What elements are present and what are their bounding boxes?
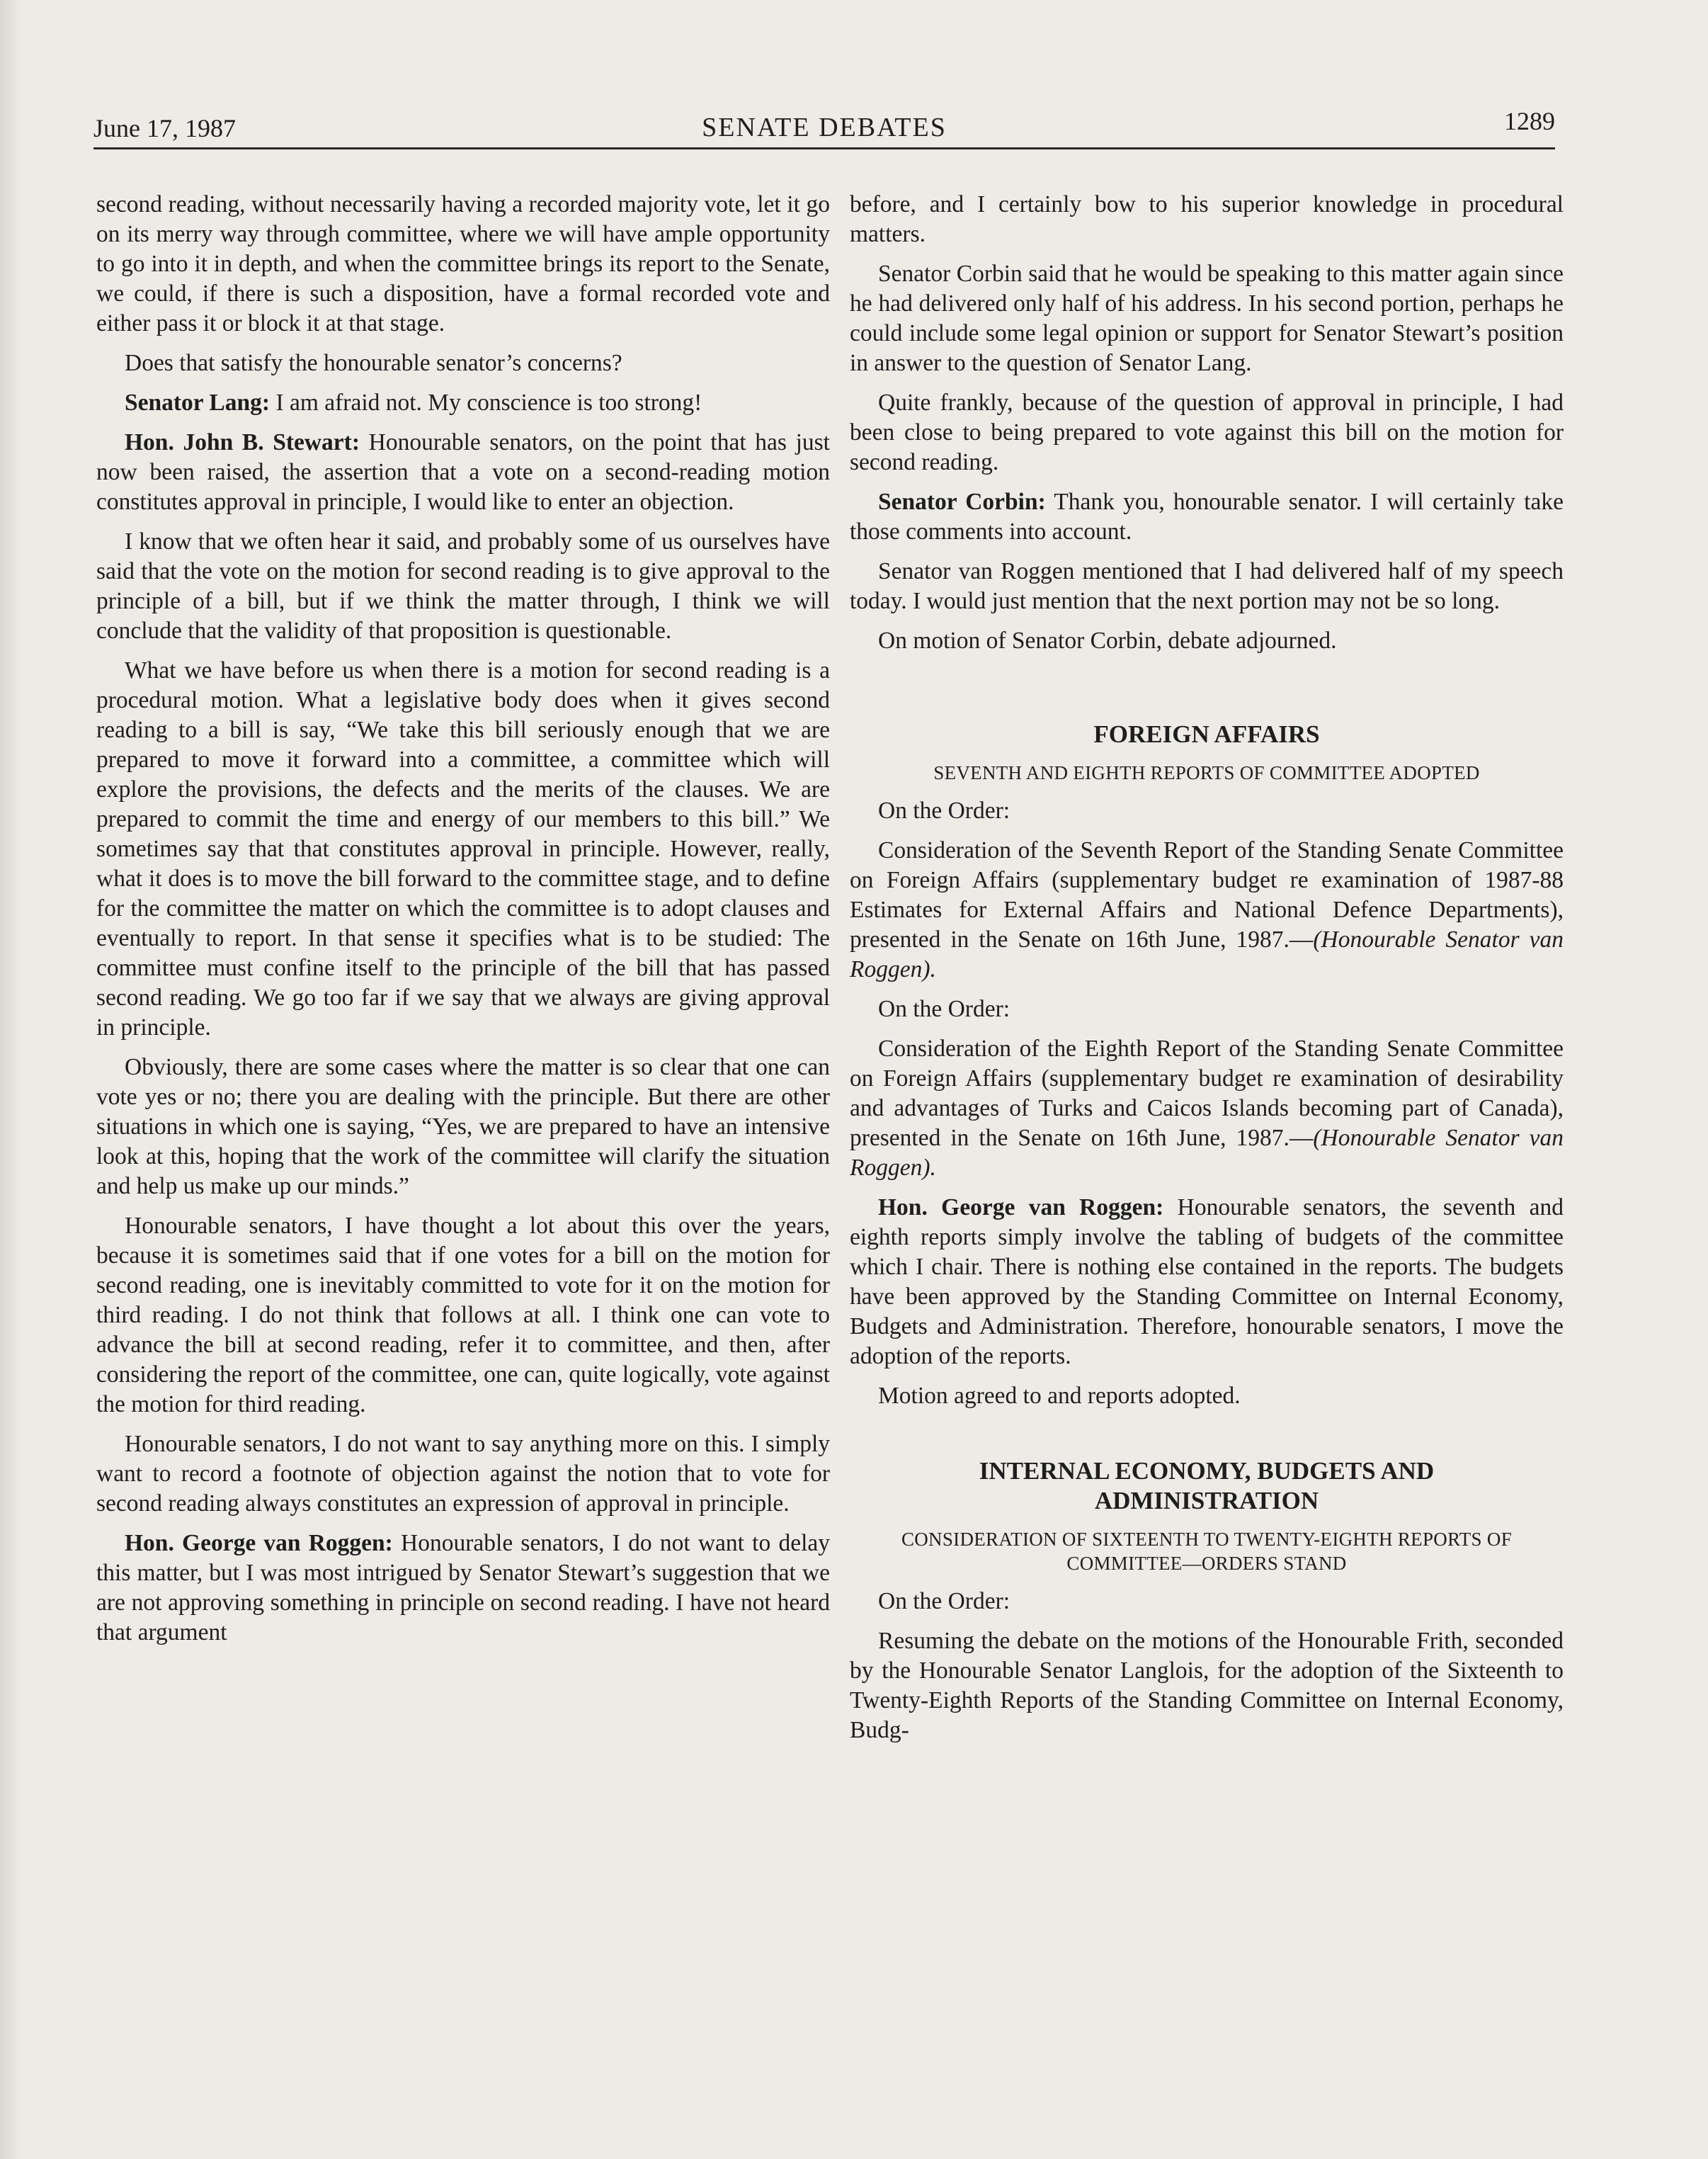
paragraph: before, and I certainly bow to his superior knowledge in procedural matters.: [850, 191, 1564, 247]
section-subheading: SEVENTH AND EIGHTH REPORTS OF COMMITTEE ADOPTED: [933, 762, 1480, 783]
paragraph: Senator van Roggen mentioned that I had delivered half of my speech today. I would just mention that the next portion may not be so long.: [850, 558, 1564, 614]
header-title: SENATE DEBATES: [702, 113, 947, 142]
paragraph: second reading, without necessarily having a recorded majority vote, let it go on its merry way through committee, where we will have ample opportunity to go into it in depth, and when the committee brings its report to the Senate, we could, if there is such a disposition, have a formal recorded vote and either pass it or block it at that stage.: [96, 191, 830, 336]
speech-text: I am afraid not. My conscience is too strong!: [270, 390, 702, 416]
order-credit: (Honourable Senator van Roggen).: [850, 1125, 1564, 1181]
paragraph: [850, 1193, 1564, 1371]
paragraph: I know that we often hear it said, and probably some of us ourselves have said that the vote on the motion for second reading is to give approval to the principle of a bill, but if we think the matter through, I think we will conclude that the validity of that proposition is questionable.: [96, 528, 830, 644]
right-column: [850, 190, 1564, 1755]
order-credit: (Honourable Senator van Roggen).: [850, 926, 1564, 982]
speaker-name: Hon. George van Roggen:: [878, 1194, 1164, 1220]
order-text: [850, 1034, 1564, 1183]
header-date: June 17, 1987: [93, 114, 236, 142]
section-heading: INTERNAL ECONOMY, BUDGETS AND ADMINISTRATION: [979, 1457, 1435, 1514]
page-number: 1289: [1504, 107, 1555, 135]
page-header: [93, 105, 1555, 147]
speech-text: Honourable senators, the seventh and eighth reports simply involve the tabling of budgets of the committee which I chair. There is nothing else contained in the reports. The budgets have been approved by the Standing Committee on Internal Economy, Budgets and Administration. Therefore, honourable senators, I move the adoption of the reports.: [850, 1194, 1564, 1369]
paragraph: [96, 388, 830, 418]
order-text: Resuming the debate on the motions of the Honourable Frith, seconded by the Honourable Senator Langlois, for the adoption of the Sixteenth to Twenty-Eighth Reports of the Standing Committee on Internal Economy, Budg-: [850, 1628, 1564, 1743]
order-label: On the Order:: [878, 996, 1010, 1022]
page-edge-shadow: [0, 0, 21, 2159]
paragraph: [850, 487, 1564, 547]
order-label: On the Order:: [878, 798, 1010, 824]
order-body: Consideration of the Eighth Report of the Standing Senate Committee on Foreign Affairs (supplementary budget re examination of desirability and advantages of Turks and Caicos Islands becoming part of Canada), presented in the Senate on 16th June, 1987.—: [850, 1036, 1564, 1151]
speaker-name: Hon. John B. Stewart:: [125, 429, 360, 455]
section-heading: FOREIGN AFFAIRS: [1093, 720, 1320, 748]
paragraph: Honourable senators, I do not want to say anything more on this. I simply want to record a footnote of objection against the notion that to vote for second reading always constitutes an expression of approval in principle.: [96, 1431, 830, 1517]
paragraph: [96, 428, 830, 517]
paragraph: Motion agreed to and reports adopted.: [878, 1383, 1241, 1409]
order-body: Consideration of the Seventh Report of the Standing Senate Committee on Foreign Affairs (supplementary budget re examination of 1987-88 Estimates for External Affairs and National Defence Departments), presented in the Senate on 16th June, 1987.—: [850, 837, 1564, 953]
speech-text: Honourable senators, I do not want to delay this matter, but I was most intrigued by Senator Stewart’s suggestion that we are not approving something in principle on second reading. I have not heard that argument: [96, 1530, 830, 1645]
paragraph: Obviously, there are some cases where the matter is so clear that one can vote yes or no; there you are dealing with the principle. But there are other situations in which one is saying, “Yes, we are prepared to have an intensive look at this, hoping that the work of the committee will clarify the situation and help us make up our minds.”: [96, 1054, 830, 1199]
speaker-name: Senator Lang:: [125, 390, 271, 416]
left-column: [96, 190, 830, 1658]
header-rule: [93, 147, 1555, 149]
paragraph: What we have before us when there is a motion for second reading is a procedural motion. What a legislative body does when it gives second reading to a bill is say, “We take this bill seriously enough that we are prepared to move it forward into a committee, a committee which will explore the provisions, the defects and the merits of the clauses. We are prepared to commit the time and energy of our members to this bill.” We sometimes say that that constitutes approval in principle. However, really, what it does is to move the bill forward to the committee stage, and to define for the committee the matter on which the committee is to adopt clauses and eventually to report. In that sense it specifies what is to be studied: The committee must confine itself to the principle of the bill that has passed second reading. We go too far if we say that we always are giving approval in principle.: [96, 657, 830, 1041]
speech-text: Thank you, honourable senator. I will certainly take those comments into account.: [850, 489, 1564, 545]
paragraph: Honourable senators, I have thought a lot about this over the years, because it is sometimes said that if one votes for a bill on the motion for second reading, one is inevitably committed to vote for it on the motion for third reading. I do not think that follows at all. I think one can vote to advance the bill at second reading, refer it to committee, and then, after considering the report of the committee, one can, quite logically, vote against the motion for third reading.: [96, 1213, 830, 1417]
paragraph: Quite frankly, because of the question of approval in principle, I had been close to being prepared to vote against this bill on the motion for second reading.: [850, 390, 1564, 475]
paragraph: On motion of Senator Corbin, debate adjourned.: [878, 628, 1337, 654]
section-subheading: CONSIDERATION OF SIXTEENTH TO TWENTY-EIGHTH REPORTS OF COMMITTEE—ORDERS STAND: [901, 1529, 1513, 1574]
paragraph: Senator Corbin said that he would be speaking to this matter again since he had delivered only half of his address. In his second portion, perhaps he could include some legal opinion or support for Senator Stewart’s position in answer to the question of Senator Lang.: [850, 261, 1564, 376]
paragraph: [96, 1529, 830, 1648]
speaker-name: Hon. George van Roggen:: [125, 1530, 393, 1556]
speaker-name: Senator Corbin:: [878, 489, 1046, 515]
paragraph: Does that satisfy the honourable senator’s concerns?: [125, 350, 622, 376]
order-label: On the Order:: [878, 1588, 1010, 1614]
order-text: [850, 836, 1564, 985]
speech-text: Honourable senators, on the point that has just now been raised, the assertion that a vote on a second-reading motion constitutes approval in principle, I would like to enter an objection.: [96, 429, 830, 515]
